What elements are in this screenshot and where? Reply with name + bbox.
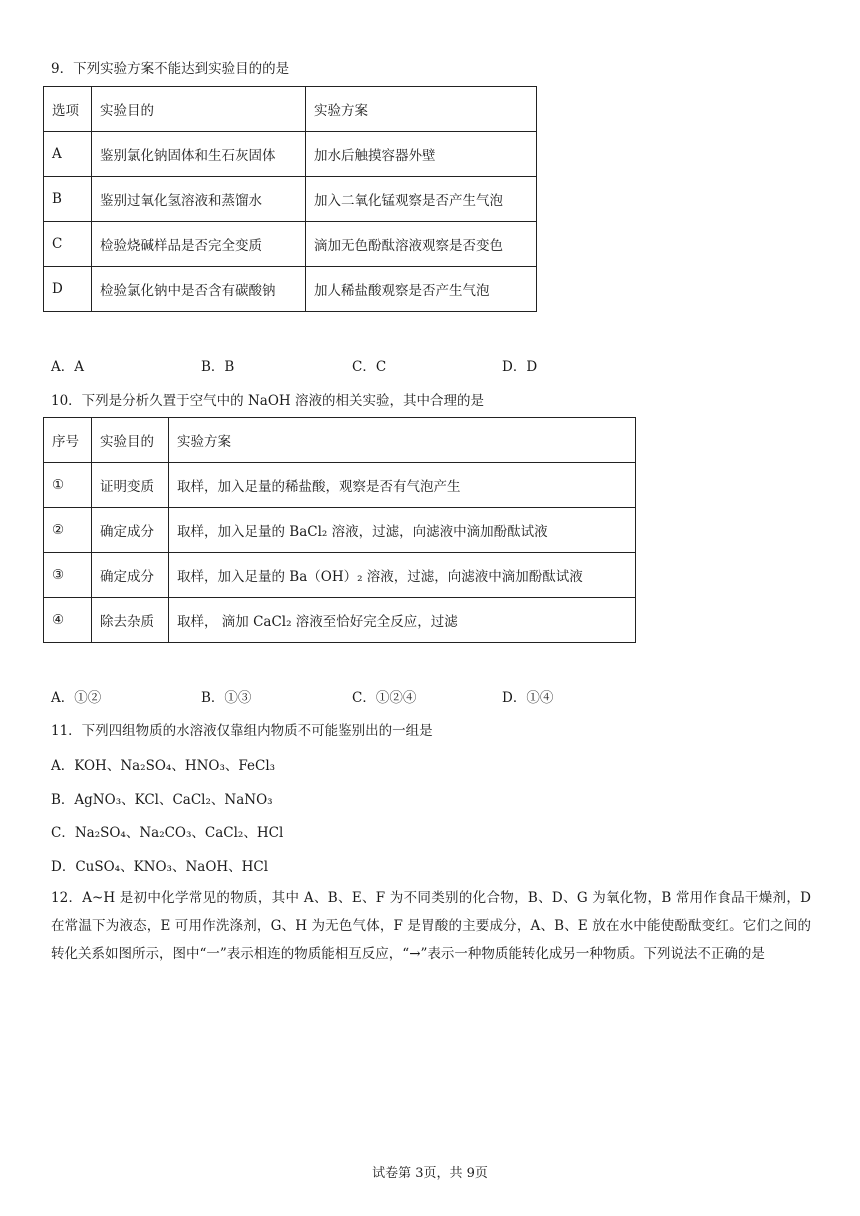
table-cell: ④ [44, 598, 92, 643]
q11-option-a[interactable]: A．KOH、Na₂SO₄、HNO₃、FeCl₃ [51, 758, 276, 774]
header-cell: 实验目的 [92, 87, 306, 132]
table-cell: 确定成分 [92, 508, 169, 553]
option-a[interactable]: A．①② [51, 690, 102, 706]
table-cell: 证明变质 [92, 463, 169, 508]
option-b[interactable]: B．B [201, 359, 235, 375]
table-cell: 取样，加入足量的 Ba（OH）₂ 溶液，过滤，向滤液中滴加酚酞试液 [169, 553, 636, 598]
q11-option-d[interactable]: D．CuSO₄、KNO₃、NaOH、HCl [51, 859, 269, 875]
option-c[interactable]: C．C [352, 359, 387, 375]
table-cell: 滴加无色酚酞溶液观察是否变色 [306, 222, 537, 267]
table-cell: 鉴别过氧化氢溶液和蒸馏水 [92, 177, 306, 222]
table-header-row [44, 87, 537, 132]
q9-table [43, 86, 537, 312]
q9-stem: 9．下列实验方案不能达到实验目的的是 [51, 61, 290, 77]
table-cell: ② [44, 508, 92, 553]
table-cell: ③ [44, 553, 92, 598]
table-cell: 取样，加入足量的稀盐酸，观察是否有气泡产生 [169, 463, 636, 508]
table-row [44, 553, 636, 598]
table-cell: C [44, 222, 92, 267]
option-a[interactable]: A．A [51, 359, 84, 375]
table-row [44, 132, 537, 177]
table-cell: 取样，加入足量的 BaCl₂ 溶液，过滤，向滤液中滴加酚酞试液 [169, 508, 636, 553]
q12-stem: 12．A~H 是初中化学常见的物质，其中 A、B、E、F 为不同类别的化合物，B、D、G 为氧化物，B 常用作食品干燥剂，D 在常温下为液态，E 可用作洗涤剂，G、H 为无色气体，F 是胃酸的主要成分，A、B、E 放在水中能使酚酞变红。它们之间的转化关系如图所示，图中“一”表示相连的物质能相互反应，“→”表示一种物质能转化成另一种物质。下列说法不正确的是 [51, 890, 811, 962]
option-d[interactable]: D．①④ [502, 690, 554, 706]
table-cell: 鉴别氯化钠固体和生石灰固体 [92, 132, 306, 177]
table-cell: 取样， 滴加 CaCl₂ 溶液至恰好完全反应，过滤 [169, 598, 636, 643]
table-row [44, 222, 537, 267]
table-cell: 加入二氧化锰观察是否产生气泡 [306, 177, 537, 222]
header-cell: 实验目的 [92, 418, 169, 463]
table-row [44, 267, 537, 312]
table-cell: D [44, 267, 92, 312]
header-cell: 选项 [44, 87, 92, 132]
q10-table [43, 417, 636, 643]
q11-option-b[interactable]: B．AgNO₃、KCl、CaCl₂、NaNO₃ [51, 792, 273, 808]
table-cell: 确定成分 [92, 553, 169, 598]
q10-stem: 10．下列是分析久置于空气中的 NaOH 溶液的相关实验，其中合理的是 [51, 393, 484, 409]
header-cell: 实验方案 [169, 418, 636, 463]
table-cell: B [44, 177, 92, 222]
table-cell: 除去杂质 [92, 598, 169, 643]
table-cell: A [44, 132, 92, 177]
option-b[interactable]: B．①③ [201, 690, 252, 706]
option-d[interactable]: D．D [502, 359, 538, 375]
table-cell: 加人稀盐酸观察是否产生气泡 [306, 267, 537, 312]
table-cell: ① [44, 463, 92, 508]
q11-stem: 11．下列四组物质的水溶液仅靠组内物质不可能鉴别出的一组是 [51, 723, 433, 739]
table-header-row [44, 418, 636, 463]
q11-option-c[interactable]: C．Na₂SO₄、Na₂CO₃、CaCl₂、HCl [51, 825, 284, 841]
table-row [44, 463, 636, 508]
table-cell: 检验氯化钠中是否含有碳酸钠 [92, 267, 306, 312]
header-cell: 实验方案 [306, 87, 537, 132]
table-row [44, 598, 636, 643]
table-row [44, 177, 537, 222]
option-c[interactable]: C．①②④ [352, 690, 417, 706]
table-cell: 加水后触摸容器外壁 [306, 132, 537, 177]
page-footer: 试卷第 3页，共 9页 [372, 1166, 488, 1181]
table-cell: 检验烧碱样品是否完全变质 [92, 222, 306, 267]
header-cell: 序号 [44, 418, 92, 463]
table-row [44, 508, 636, 553]
